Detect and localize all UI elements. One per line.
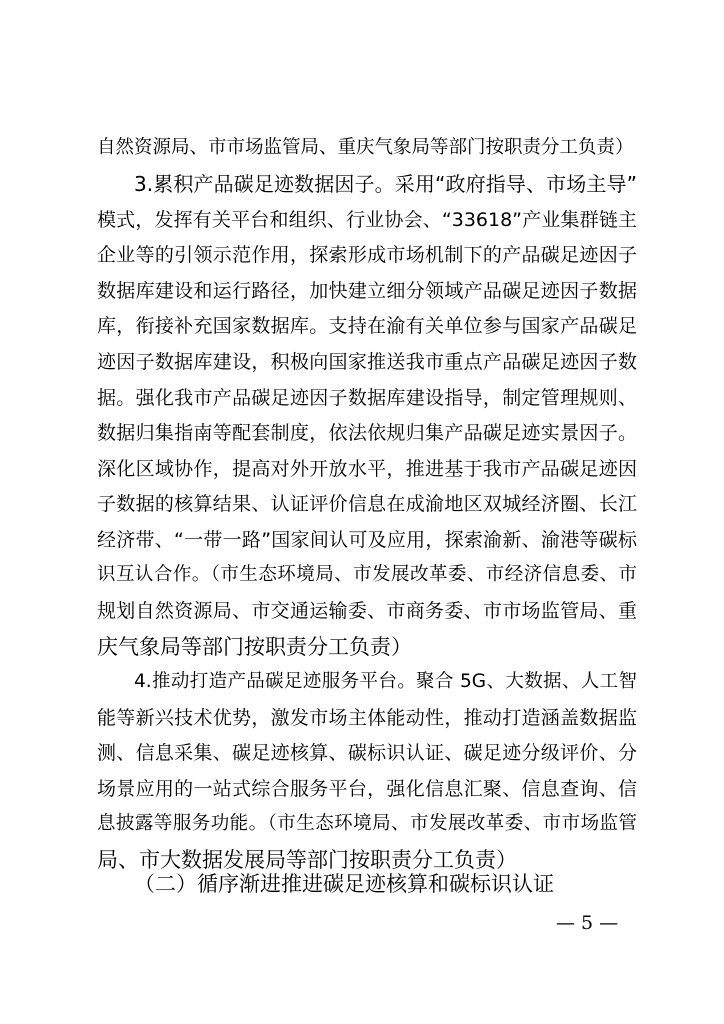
item-3-title-line: 3.累积产品碳足迹数据因子。采用“政府指导、市场主导” xyxy=(134,172,637,196)
text-line: 局、市大数据发展局等部门按职责分工负责） xyxy=(97,848,517,872)
page-number: — 5 — xyxy=(556,912,619,934)
text-line: 测、信息采集、碳足迹核算、碳标识认证、碳足迹分级评价、分 xyxy=(97,742,637,764)
text-line: 规划自然资源局、市交通运输委、市商务委、市市场监管局、重 xyxy=(97,600,637,622)
text-line: 子数据的核算结果、认证评价信息在成渝地区双城经济圈、长江 xyxy=(97,493,637,515)
text-line: 能等新兴技术优势，激发市场主体能动性，推动打造涵盖数据监 xyxy=(97,707,637,729)
text-line: 企业等的引领示范作用，探索形成市场机制下的产品碳足迹因子 xyxy=(97,244,637,266)
text-line: 迹因子数据库建设，积极向国家推送我市重点产品碳足迹因子数 xyxy=(97,351,637,373)
text-line: 模式，发挥有关平台和组织、行业协会、“33618”产业集群链主 xyxy=(97,209,637,231)
text-line: 息披露等服务功能。（市生态环境局、市发展改革委、市市场监管 xyxy=(97,813,637,834)
text-line: 库，衔接补充国家数据库。支持在渝有关单位参与国家产品碳足 xyxy=(97,315,637,337)
text-line: 经济带、“一带一路”国家间认可及应用，探索渝新、渝港等碳标 xyxy=(97,529,637,551)
text-line: 数据库建设和运行路径，加快建立细分领域产品碳足迹因子数据 xyxy=(97,280,637,302)
text-line: 场景应用的一站式综合服务平台，强化信息汇聚、信息查询、信 xyxy=(97,778,637,800)
item-4-title-line: 4.推动打造产品碳足迹服务平台。聚合 5G、大数据、人工智 xyxy=(134,671,637,692)
text-line: 识互认合作。（市生态环境局、市发展改革委、市经济信息委、市 xyxy=(97,564,637,585)
section-heading: （二）循序渐进推进碳足迹核算和碳标识认证 xyxy=(134,872,554,896)
text-line: 深化区域协作，提高对外开放水平，推进基于我市产品碳足迹因 xyxy=(97,458,637,480)
text-line: 自然资源局、市市场监管局、重庆气象局等部门按职责分工负责） xyxy=(97,137,634,158)
text-line: 据。强化我市产品碳足迹因子数据库建设指导，制定管理规则、 xyxy=(97,387,637,409)
text-line: 庆气象局等部门按职责分工负责） xyxy=(97,635,412,659)
text-line: 数据归集指南等配套制度，依法依规归集产品碳足迹实景因子。 xyxy=(97,422,637,444)
